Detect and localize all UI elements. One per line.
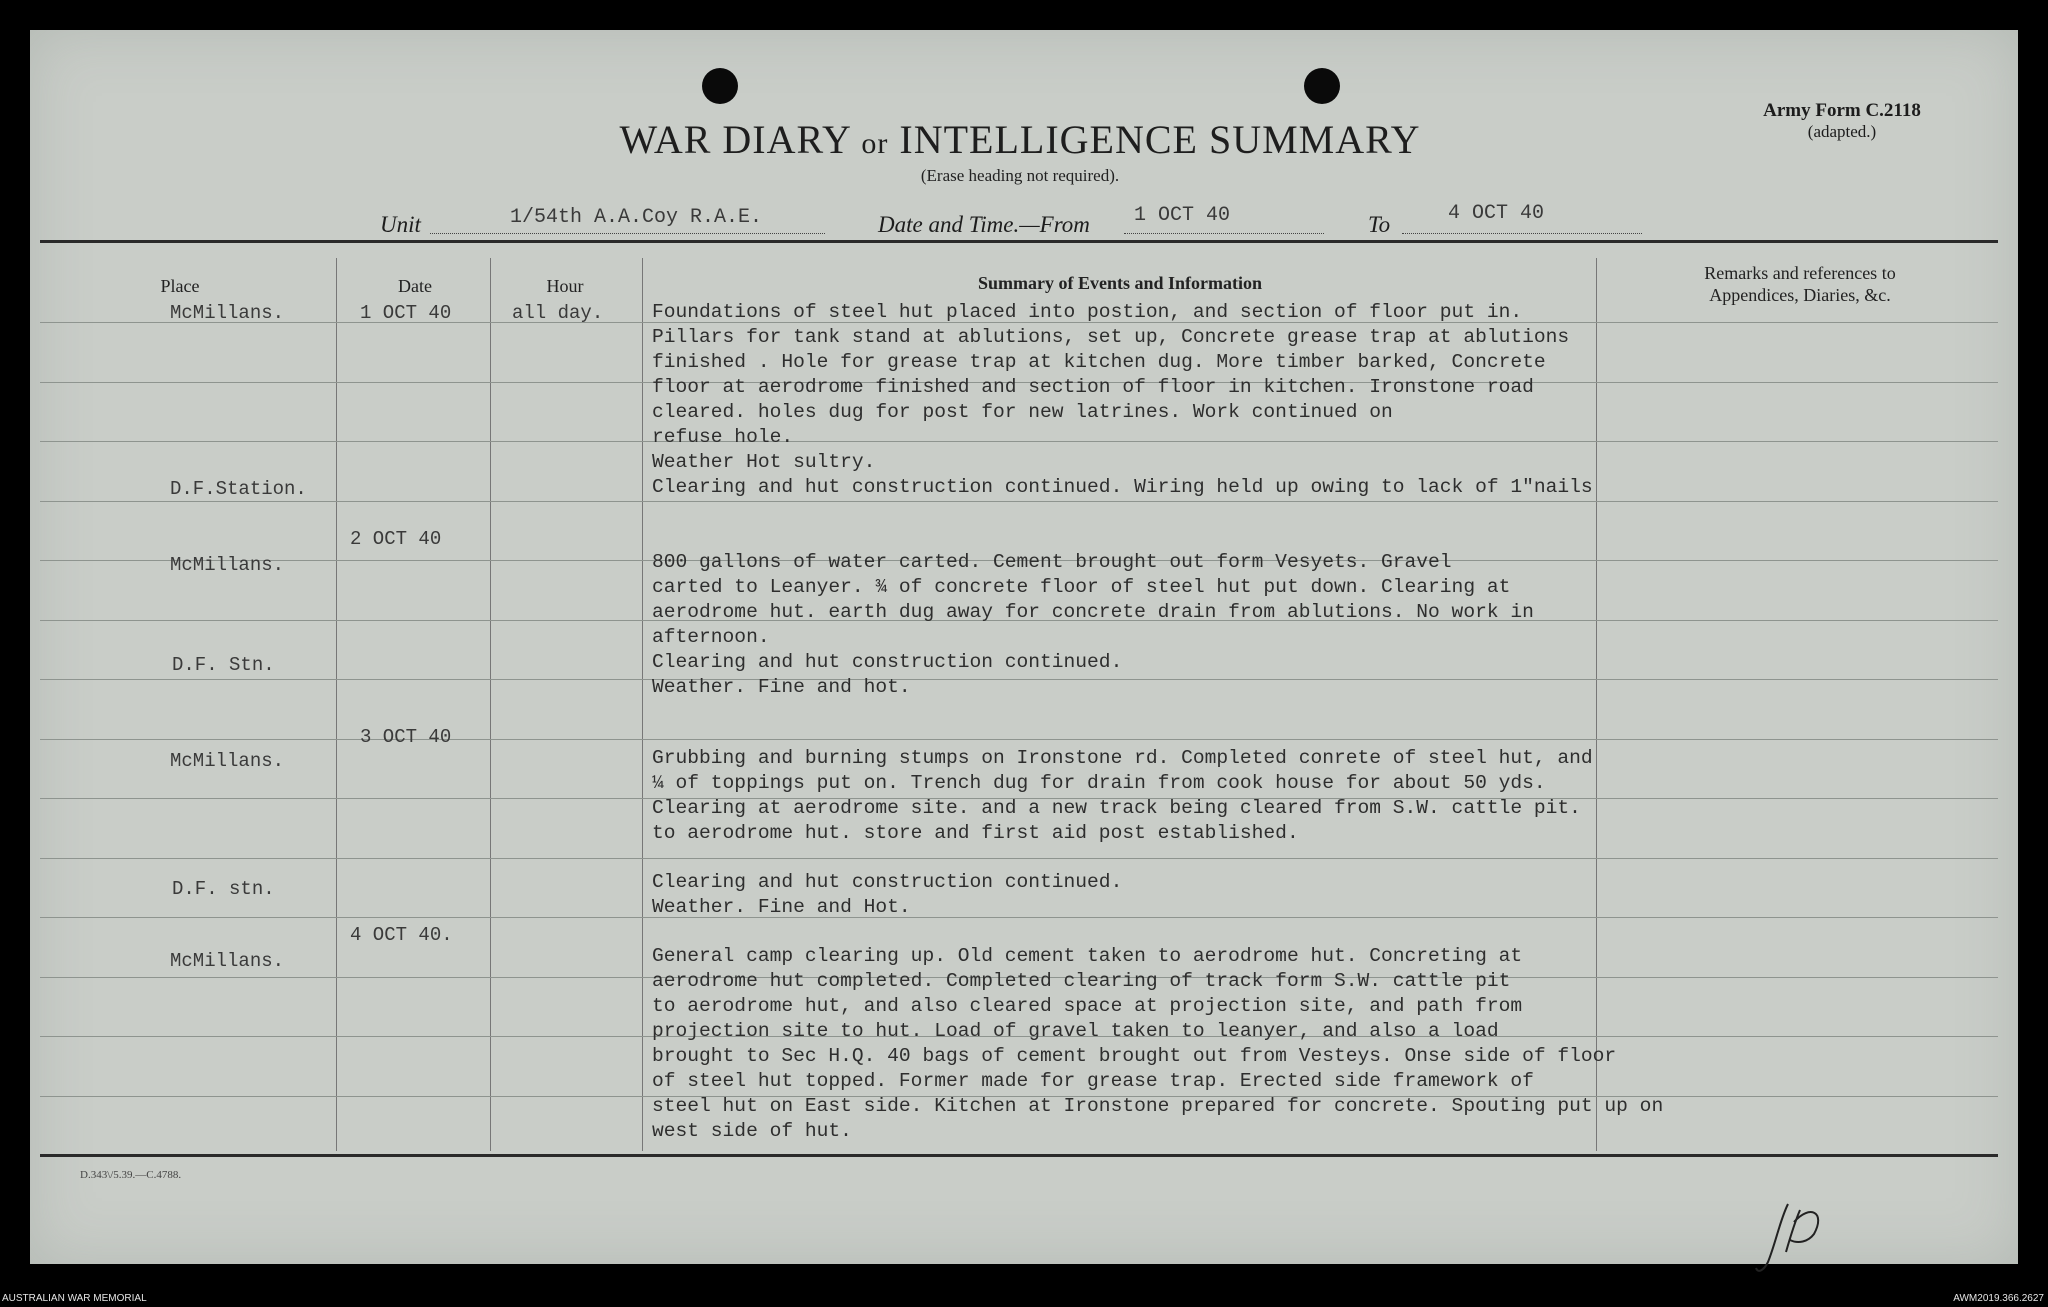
archive-caption: AUSTRALIAN WAR MEMORIAL: [2, 1293, 147, 1304]
place-entry: D.F. Stn.: [172, 654, 275, 676]
to-date: 4 OCT 40: [1448, 202, 1545, 225]
unit-label: Unit: [380, 212, 421, 237]
header-rule: [40, 240, 1998, 243]
event-summary: Foundations of steel hut placed into postion, and section of floor put in. Pillars for tank stand at ablutions, set up, Concrete grease trap at ablutions finished . Hole for grease trap at kitchen dug. More timber barked, Concrete floor at aerodrome finished and section of floor in kitchen. Ironstone road cleared. holes dug for post for new latrines. Work continued on refuse hole. Weather Hot sultry. Clearing and hut construction continued. Wiring held up owing to lack of 1"nails: [652, 301, 1593, 498]
date-entry: 4 OCT 40.: [350, 924, 453, 946]
place-entry: McMillans.: [170, 950, 285, 972]
place-entry: McMillans.: [170, 302, 285, 324]
event-summary: 800 gallons of water carted. Cement brought out form Vesyets. Gravel carted to Leanyer. ¾ of concrete floor of steel hut put down. Clearing at aerodrome hut. earth dug away for concrete drain from ablutions. No work in afternoon. Clearing and hut construction continued. Weather. Fine and hot.: [652, 551, 1534, 698]
signature-initials: [1750, 1190, 1850, 1280]
date-header: Date: [398, 276, 432, 296]
hour-entry: all day.: [512, 302, 604, 324]
place-entry: McMillans.: [170, 750, 285, 772]
to-label: To: [1368, 212, 1391, 237]
column-divider: [336, 258, 337, 1151]
datetime-label: Date and Time.—From: [878, 212, 1090, 237]
event-summary: Clearing and hut construction continued. Weather. Fine and Hot.: [652, 871, 1123, 918]
event-summary: General camp clearing up. Old cement taken to aerodrome hut. Concreting at aerodrome hut completed. Completed clearing of track form S.W. cattle pit to aerodrome hut, and also cleared space at projection site, and path from projection site to hut. Load of gravel taken to leanyer, and also a load brought to Sec H.Q. 40 bags of cement brought out from Vesteys. Onse side of floor of steel hut topped. Former made for grease trap. Erected side framework of steel hut on East side. Kitchen at Ironstone prepared for concrete. Spouting put up on west side of hut.: [652, 945, 1664, 1142]
event-summary: Grubbing and burning stumps on Ironstone rd. Completed conrete of steel hut, and ¼ of toppings put on. Trench dug for drain from cook house for about 50 yds. Clearing at aerodrome site. and a new track being cleared from S.W. cattle pit. to aerodrome hut. store and first aid post established.: [652, 747, 1593, 844]
place-header: Place: [160, 276, 200, 296]
punch-hole: [702, 68, 738, 104]
archive-id: AWM2019.366.2627: [1953, 1293, 2044, 1304]
punch-hole: [1304, 68, 1340, 104]
ruled-line: [40, 858, 1998, 859]
hour-header: Hour: [546, 276, 584, 296]
column-divider: [642, 258, 643, 1151]
date-entry: 1 OCT 40: [360, 302, 452, 324]
form-title: WAR DIARY or INTELLIGENCE SUMMARY: [619, 117, 1421, 162]
column-divider: [490, 258, 491, 1151]
from-date: 1 OCT 40: [1134, 204, 1231, 227]
date-entry: 2 OCT 40: [350, 528, 442, 550]
place-entry: D.F.Station.: [170, 478, 307, 500]
form-subtitle: (Erase heading not required).: [920, 166, 1120, 185]
summary-header: Summary of Events and Information: [977, 273, 1263, 293]
unit-value: 1/54th A.A.Coy R.A.E.: [510, 206, 763, 229]
footer-rule: [40, 1154, 1998, 1157]
date-entry: 3 OCT 40: [360, 726, 452, 748]
print-code: D.343\/5.39.—C.4788.: [80, 1169, 182, 1181]
place-entry: D.F. stn.: [172, 878, 275, 900]
remarks-header: Remarks and references to Appendices, Diaries, &c.: [1704, 263, 1896, 305]
army-form-label: Army Form C.2118 (adapted.): [1763, 100, 1921, 141]
diary-sheet: [30, 30, 2018, 1264]
ruled-line: [40, 739, 1998, 740]
ruled-line: [40, 501, 1998, 502]
place-entry: McMillans.: [170, 554, 285, 576]
